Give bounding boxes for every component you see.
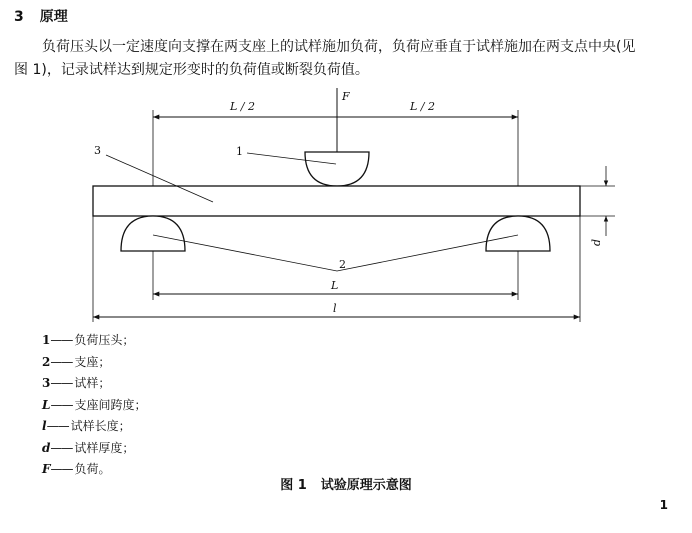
legend-item: 1—— 负荷压头； — [42, 333, 135, 347]
paragraph-line-1: 负荷压头以一定速度向支撑在两支座上的试样施加负荷，负荷应垂直于试样施加在两支点中央(见 — [42, 39, 636, 55]
loading-nose — [305, 152, 369, 186]
figure-legend — [42, 330, 146, 481]
length-label: l — [333, 302, 337, 315]
legend-item: L—— 支座间跨度； — [42, 397, 147, 412]
legend-item: 3—— 试样； — [42, 376, 111, 390]
page-number: 1 — [659, 498, 668, 512]
figure-caption — [0, 474, 692, 493]
legend-item: d—— 试样厚度； — [42, 440, 135, 455]
figure-number: 图 1 — [280, 478, 307, 493]
thickness-label: d — [590, 238, 603, 246]
load-label: F — [342, 90, 350, 103]
half-span-right-label: L / 2 — [410, 100, 436, 113]
support-right — [486, 216, 550, 251]
callout-specimen: 3 — [94, 144, 101, 157]
legend-item: l—— 试样长度； — [42, 419, 131, 433]
callout-supports: 2 — [339, 258, 346, 271]
support-left — [121, 216, 185, 251]
callout-loading-nose: 1 — [236, 145, 243, 158]
legend-item: 2—— 支座； — [42, 354, 111, 369]
legend-item: F—— 负荷。 — [42, 462, 111, 476]
half-span-left-label: L / 2 — [230, 100, 256, 113]
section-title: 原理 — [39, 9, 68, 25]
section-number: 3 — [14, 9, 24, 25]
paragraph-line-2: 图 1)，记录试样达到规定形变时的负荷值或断裂负荷值。 — [14, 62, 369, 78]
figure-title: 试验原理示意图 — [320, 478, 412, 493]
span-label: L — [331, 279, 339, 292]
supports-leader — [153, 235, 518, 271]
specimen — [93, 186, 580, 216]
